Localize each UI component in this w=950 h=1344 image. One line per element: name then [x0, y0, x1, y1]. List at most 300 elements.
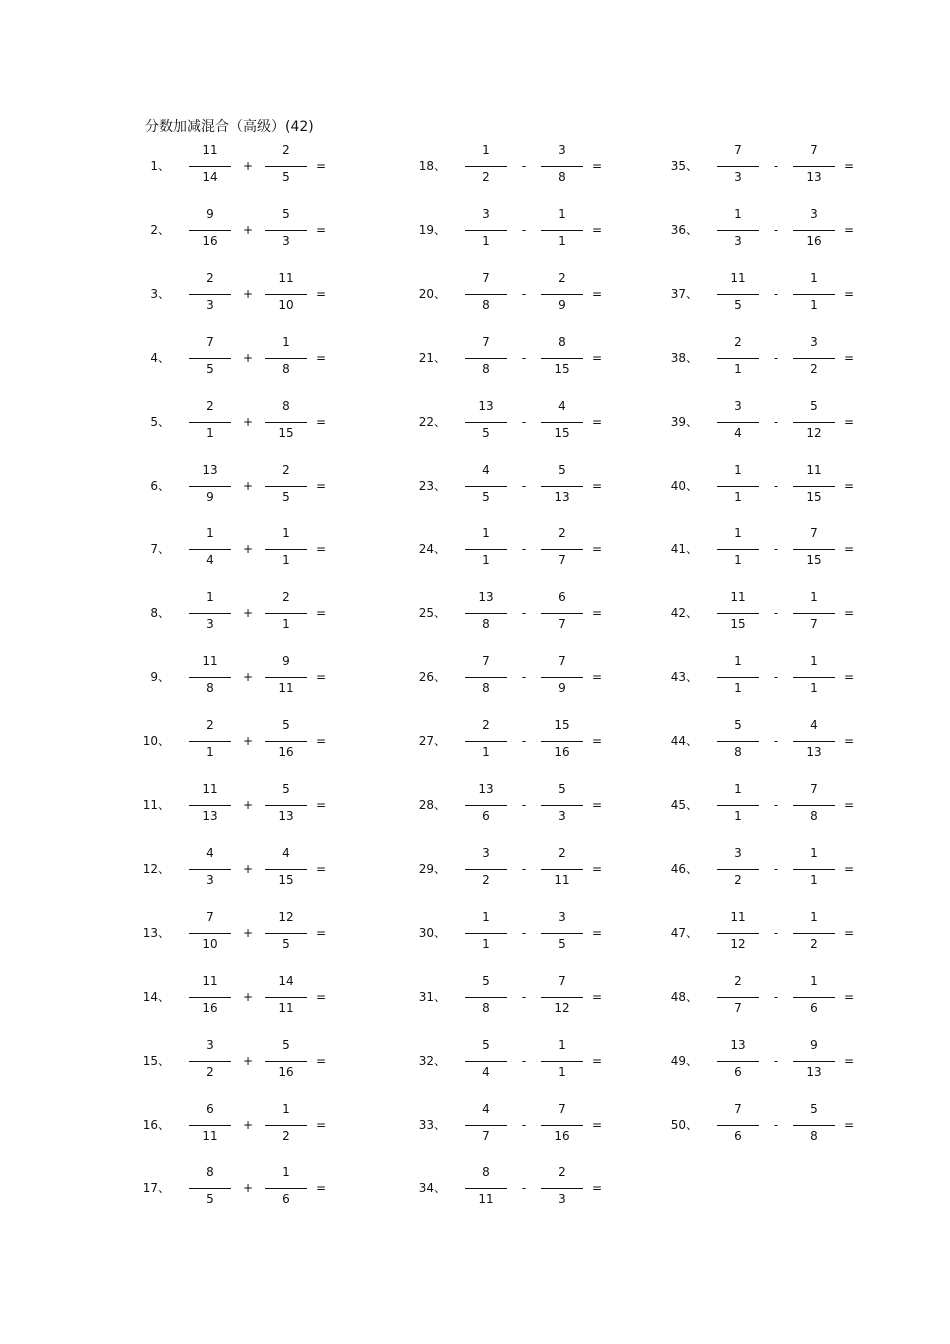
- fraction-b: [541, 651, 583, 707]
- denominator: 3: [206, 297, 214, 312]
- fraction-a: [189, 204, 231, 260]
- fraction-bar: [265, 997, 307, 998]
- fraction-a: [717, 1099, 759, 1155]
- problem-item: [136, 460, 376, 516]
- denominator: 12: [554, 1000, 570, 1015]
- denominator: 1: [206, 745, 214, 760]
- problem-item: [412, 843, 652, 899]
- fraction-bar: [541, 422, 583, 423]
- fraction-bar: [541, 1061, 583, 1062]
- problem-item: [136, 843, 376, 899]
- fraction-b: [541, 396, 583, 452]
- fraction-b: [541, 587, 583, 643]
- numerator: 2: [282, 590, 290, 605]
- numerator: 5: [558, 462, 566, 477]
- fraction-bar: [717, 166, 759, 167]
- fraction-bar: [717, 1061, 759, 1062]
- operator: -: [521, 606, 527, 621]
- fraction-a: [189, 332, 231, 388]
- problem-number: 8、: [150, 606, 170, 621]
- problem-item: [412, 907, 652, 963]
- numerator: 2: [282, 462, 290, 477]
- fraction-b: [793, 140, 835, 196]
- fraction-b: [265, 907, 307, 963]
- fraction-bar: [265, 1125, 307, 1126]
- fraction-bar: [793, 933, 835, 934]
- fraction-bar: [265, 677, 307, 678]
- fraction-a: [465, 971, 507, 1027]
- equals-sign: =: [591, 159, 603, 173]
- operator: +: [242, 1053, 254, 1068]
- fraction-bar: [265, 741, 307, 742]
- numerator: 7: [482, 334, 490, 349]
- equals-sign: =: [843, 414, 855, 429]
- denominator: 1: [734, 809, 742, 823]
- problem-number: 24、: [418, 542, 446, 557]
- denominator: 3: [558, 1192, 566, 1207]
- numerator: 5: [558, 782, 566, 796]
- operator: -: [521, 925, 527, 940]
- fraction-b: [793, 1035, 835, 1091]
- problem-item: [664, 268, 904, 324]
- fraction-bar: [717, 358, 759, 359]
- fraction-b: [541, 843, 583, 899]
- denominator: 6: [734, 1128, 742, 1143]
- fraction-bar: [541, 358, 583, 359]
- equals-sign: =: [843, 1117, 855, 1132]
- fraction-bar: [189, 422, 231, 423]
- denominator: 11: [478, 1192, 494, 1207]
- numerator: 4: [482, 462, 490, 477]
- denominator: 4: [482, 1064, 490, 1079]
- denominator: 6: [734, 1064, 742, 1079]
- equals-sign: =: [591, 1181, 603, 1196]
- equals-sign: =: [843, 606, 855, 621]
- denominator: 5: [558, 936, 566, 951]
- problem-item: [664, 1099, 904, 1155]
- numerator: 8: [482, 1165, 490, 1180]
- fraction-a: [465, 332, 507, 388]
- problem-item: [664, 779, 904, 835]
- operator: -: [521, 734, 527, 749]
- fraction-bar: [265, 869, 307, 870]
- equals-sign: =: [315, 286, 327, 301]
- denominator: 8: [482, 681, 490, 696]
- equals-sign: =: [591, 222, 603, 237]
- numerator: 3: [810, 206, 818, 221]
- numerator: 1: [206, 590, 214, 605]
- problem-item: [412, 460, 652, 516]
- denominator: 11: [202, 1128, 218, 1143]
- numerator: 2: [558, 1165, 566, 1180]
- equals-sign: =: [315, 414, 327, 429]
- fraction-bar: [189, 486, 231, 487]
- operator: -: [773, 222, 779, 237]
- fraction-bar: [793, 1061, 835, 1062]
- numerator: 3: [810, 334, 818, 349]
- equals-sign: =: [591, 350, 603, 365]
- denominator: 5: [282, 489, 290, 504]
- numerator: 12: [278, 909, 294, 924]
- fraction-a: [717, 651, 759, 707]
- denominator: 15: [730, 617, 746, 632]
- numerator: 11: [202, 654, 218, 669]
- problem-number: 47、: [670, 925, 698, 940]
- problem-item: [664, 523, 904, 579]
- numerator: 13: [730, 1037, 746, 1052]
- fraction-a: [717, 140, 759, 196]
- fraction-bar: [189, 1188, 231, 1189]
- fraction-b: [793, 523, 835, 579]
- fraction-a: [465, 140, 507, 196]
- problem-item: [664, 396, 904, 452]
- fraction-b: [541, 1099, 583, 1155]
- fraction-a: [189, 907, 231, 963]
- fraction-a: [717, 587, 759, 643]
- equals-sign: =: [591, 286, 603, 301]
- numerator: 1: [810, 590, 818, 605]
- numerator: 8: [206, 1165, 214, 1180]
- equals-sign: =: [315, 478, 327, 493]
- denominator: 12: [730, 936, 746, 951]
- fraction-b: [265, 1099, 307, 1155]
- denominator: 1: [482, 936, 490, 951]
- fraction-a: [189, 651, 231, 707]
- denominator: 2: [482, 170, 490, 184]
- fraction-bar: [793, 997, 835, 998]
- fraction-bar: [189, 613, 231, 614]
- numerator: 1: [558, 1037, 566, 1052]
- fraction-b: [793, 715, 835, 771]
- denominator: 6: [482, 809, 490, 823]
- problem-item: [412, 971, 652, 1027]
- problem-number: 18、: [418, 159, 446, 173]
- denominator: 2: [810, 936, 818, 951]
- denominator: 1: [734, 553, 742, 568]
- equals-sign: =: [591, 606, 603, 621]
- fraction-bar: [265, 358, 307, 359]
- fraction-bar: [793, 1125, 835, 1126]
- denominator: 1: [810, 872, 818, 887]
- numerator: 13: [202, 462, 218, 477]
- equals-sign: =: [843, 1053, 855, 1068]
- problem-number: 50、: [670, 1117, 698, 1132]
- denominator: 11: [554, 872, 570, 887]
- numerator: 1: [206, 526, 214, 541]
- fraction-bar: [189, 166, 231, 167]
- numerator: 2: [558, 270, 566, 285]
- problem-number: 36、: [670, 222, 698, 237]
- operator: -: [773, 414, 779, 429]
- denominator: 15: [806, 489, 822, 504]
- fraction-b: [265, 715, 307, 771]
- fraction-bar: [189, 230, 231, 231]
- operator: -: [773, 606, 779, 621]
- operator: -: [773, 734, 779, 749]
- denominator: 1: [282, 553, 290, 568]
- denominator: 4: [206, 553, 214, 568]
- fraction-bar: [189, 933, 231, 934]
- fraction-b: [265, 523, 307, 579]
- problem-number: 2、: [150, 222, 170, 237]
- operator: -: [521, 989, 527, 1004]
- denominator: 1: [482, 233, 490, 248]
- problem-number: 27、: [418, 734, 446, 749]
- problem-item: [664, 843, 904, 899]
- fraction-a: [189, 1162, 231, 1218]
- problem-item: [664, 332, 904, 388]
- fraction-a: [717, 843, 759, 899]
- operator: -: [773, 1053, 779, 1068]
- equals-sign: =: [843, 478, 855, 493]
- fraction-bar: [465, 933, 507, 934]
- numerator: 1: [282, 1165, 290, 1180]
- fraction-b: [541, 779, 583, 835]
- fraction-b: [265, 460, 307, 516]
- operator: -: [521, 1181, 527, 1196]
- problem-item: [664, 587, 904, 643]
- numerator: 1: [810, 270, 818, 285]
- fraction-bar: [265, 422, 307, 423]
- fraction-bar: [717, 1125, 759, 1126]
- numerator: 1: [734, 654, 742, 669]
- problem-item: [412, 715, 652, 771]
- fraction-bar: [541, 741, 583, 742]
- numerator: 5: [810, 398, 818, 413]
- denominator: 1: [734, 361, 742, 376]
- fraction-bar: [465, 549, 507, 550]
- equals-sign: =: [591, 925, 603, 940]
- fraction-bar: [717, 422, 759, 423]
- fraction-a: [717, 396, 759, 452]
- problem-item: [664, 907, 904, 963]
- operator: +: [242, 350, 254, 365]
- operator: +: [242, 542, 254, 557]
- fraction-a: [717, 204, 759, 260]
- equals-sign: =: [591, 1117, 603, 1132]
- operator: +: [242, 798, 254, 812]
- fraction-bar: [717, 869, 759, 870]
- fraction-bar: [541, 869, 583, 870]
- denominator: 16: [278, 1064, 294, 1079]
- fraction-a: [717, 907, 759, 963]
- equals-sign: =: [315, 734, 327, 749]
- fraction-a: [717, 1035, 759, 1091]
- fraction-bar: [189, 741, 231, 742]
- fraction-bar: [793, 677, 835, 678]
- fraction-a: [465, 396, 507, 452]
- operator: +: [242, 1181, 254, 1196]
- numerator: 13: [478, 590, 494, 605]
- fraction-a: [189, 843, 231, 899]
- equals-sign: =: [315, 925, 327, 940]
- fraction-b: [793, 268, 835, 324]
- operator: -: [773, 925, 779, 940]
- operator: -: [521, 1053, 527, 1068]
- operator: +: [242, 989, 254, 1004]
- denominator: 13: [202, 809, 218, 823]
- operator: -: [521, 861, 527, 876]
- numerator: 11: [730, 909, 746, 924]
- numerator: 2: [482, 718, 490, 733]
- equals-sign: =: [591, 1053, 603, 1068]
- fraction-b: [541, 1162, 583, 1218]
- numerator: 7: [558, 1101, 566, 1116]
- problem-number: 22、: [418, 414, 446, 429]
- numerator: 1: [810, 909, 818, 924]
- denominator: 5: [206, 1192, 214, 1207]
- fraction-bar: [717, 933, 759, 934]
- denominator: 3: [282, 233, 290, 248]
- numerator: 7: [810, 143, 818, 157]
- problem-item: [412, 1035, 652, 1091]
- denominator: 13: [278, 809, 294, 823]
- fraction-bar: [465, 230, 507, 231]
- operator: -: [773, 861, 779, 876]
- fraction-bar: [717, 549, 759, 550]
- problem-item: [664, 651, 904, 707]
- numerator: 3: [482, 845, 490, 860]
- denominator: 15: [554, 425, 570, 440]
- problem-number: 49、: [670, 1053, 698, 1068]
- fraction-b: [793, 332, 835, 388]
- denominator: 1: [558, 1064, 566, 1079]
- denominator: 8: [734, 745, 742, 760]
- operator: -: [521, 478, 527, 493]
- denominator: 11: [278, 681, 294, 696]
- numerator: 7: [734, 143, 742, 157]
- numerator: 1: [810, 654, 818, 669]
- fraction-b: [541, 460, 583, 516]
- fraction-bar: [793, 805, 835, 806]
- numerator: 9: [810, 1037, 818, 1052]
- fraction-b: [265, 1035, 307, 1091]
- problem-number: 21、: [418, 350, 446, 365]
- worksheet-title: 分数加减混合（高级）(42): [145, 119, 314, 135]
- numerator: 7: [206, 909, 214, 924]
- fraction-b: [541, 907, 583, 963]
- denominator: 16: [554, 745, 570, 760]
- fraction-bar: [541, 294, 583, 295]
- fraction-a: [189, 779, 231, 835]
- numerator: 4: [482, 1101, 490, 1116]
- fraction-bar: [465, 613, 507, 614]
- fraction-b: [541, 715, 583, 771]
- fraction-bar: [541, 1188, 583, 1189]
- equals-sign: =: [591, 414, 603, 429]
- fraction-b: [265, 268, 307, 324]
- fraction-b: [541, 140, 583, 196]
- fraction-b: [265, 396, 307, 452]
- problem-number: 26、: [418, 670, 446, 685]
- fraction-bar: [189, 549, 231, 550]
- numerator: 1: [734, 526, 742, 541]
- numerator: 1: [810, 845, 818, 860]
- fraction-bar: [465, 741, 507, 742]
- numerator: 9: [282, 654, 290, 669]
- fraction-bar: [541, 549, 583, 550]
- numerator: 1: [482, 909, 490, 924]
- fraction-bar: [189, 869, 231, 870]
- equals-sign: =: [315, 798, 327, 812]
- operator: -: [521, 798, 527, 812]
- denominator: 1: [734, 681, 742, 696]
- numerator: 5: [282, 1037, 290, 1052]
- fraction-bar: [793, 549, 835, 550]
- problem-number: 33、: [418, 1117, 446, 1132]
- fraction-a: [717, 779, 759, 835]
- operator: +: [242, 861, 254, 876]
- equals-sign: =: [315, 1053, 327, 1068]
- denominator: 7: [734, 1000, 742, 1015]
- fraction-a: [465, 907, 507, 963]
- fraction-bar: [465, 422, 507, 423]
- denominator: 3: [206, 617, 214, 632]
- fraction-b: [793, 1099, 835, 1155]
- fraction-a: [465, 651, 507, 707]
- equals-sign: =: [315, 1117, 327, 1132]
- operator: -: [773, 286, 779, 301]
- numerator: 2: [282, 143, 290, 157]
- problem-number: 4、: [150, 350, 170, 365]
- operator: -: [521, 1117, 527, 1132]
- equals-sign: =: [315, 542, 327, 557]
- fraction-a: [717, 268, 759, 324]
- operator: -: [773, 670, 779, 685]
- equals-sign: =: [591, 861, 603, 876]
- numerator: 1: [810, 973, 818, 988]
- problem-item: [136, 779, 376, 835]
- fraction-bar: [793, 422, 835, 423]
- denominator: 13: [806, 170, 822, 184]
- fraction-a: [189, 587, 231, 643]
- equals-sign: =: [315, 989, 327, 1004]
- fraction-a: [717, 460, 759, 516]
- numerator: 11: [730, 270, 746, 285]
- fraction-bar: [541, 1125, 583, 1126]
- denominator: 16: [554, 1128, 570, 1143]
- fraction-a: [717, 715, 759, 771]
- equals-sign: =: [843, 222, 855, 237]
- equals-sign: =: [843, 925, 855, 940]
- fraction-bar: [541, 805, 583, 806]
- numerator: 1: [734, 782, 742, 796]
- problem-number: 9、: [150, 670, 170, 685]
- equals-sign: =: [843, 542, 855, 557]
- problem-number: 37、: [670, 286, 698, 301]
- fraction-a: [189, 268, 231, 324]
- operator: +: [242, 159, 254, 173]
- problem-item: [136, 204, 376, 260]
- fraction-bar: [541, 997, 583, 998]
- numerator: 1: [482, 143, 490, 157]
- fraction-bar: [265, 613, 307, 614]
- problem-item: [136, 1162, 376, 1218]
- problem-number: 1、: [150, 159, 170, 173]
- problem-item: [136, 651, 376, 707]
- numerator: 5: [282, 206, 290, 221]
- fraction-bar: [541, 230, 583, 231]
- denominator: 5: [734, 297, 742, 312]
- problem-number: 44、: [670, 734, 698, 749]
- fraction-bar: [717, 230, 759, 231]
- problem-number: 14、: [142, 989, 170, 1004]
- fraction-bar: [717, 805, 759, 806]
- operator: -: [521, 159, 527, 173]
- denominator: 3: [206, 872, 214, 887]
- problem-item: [664, 460, 904, 516]
- problem-item: [136, 715, 376, 771]
